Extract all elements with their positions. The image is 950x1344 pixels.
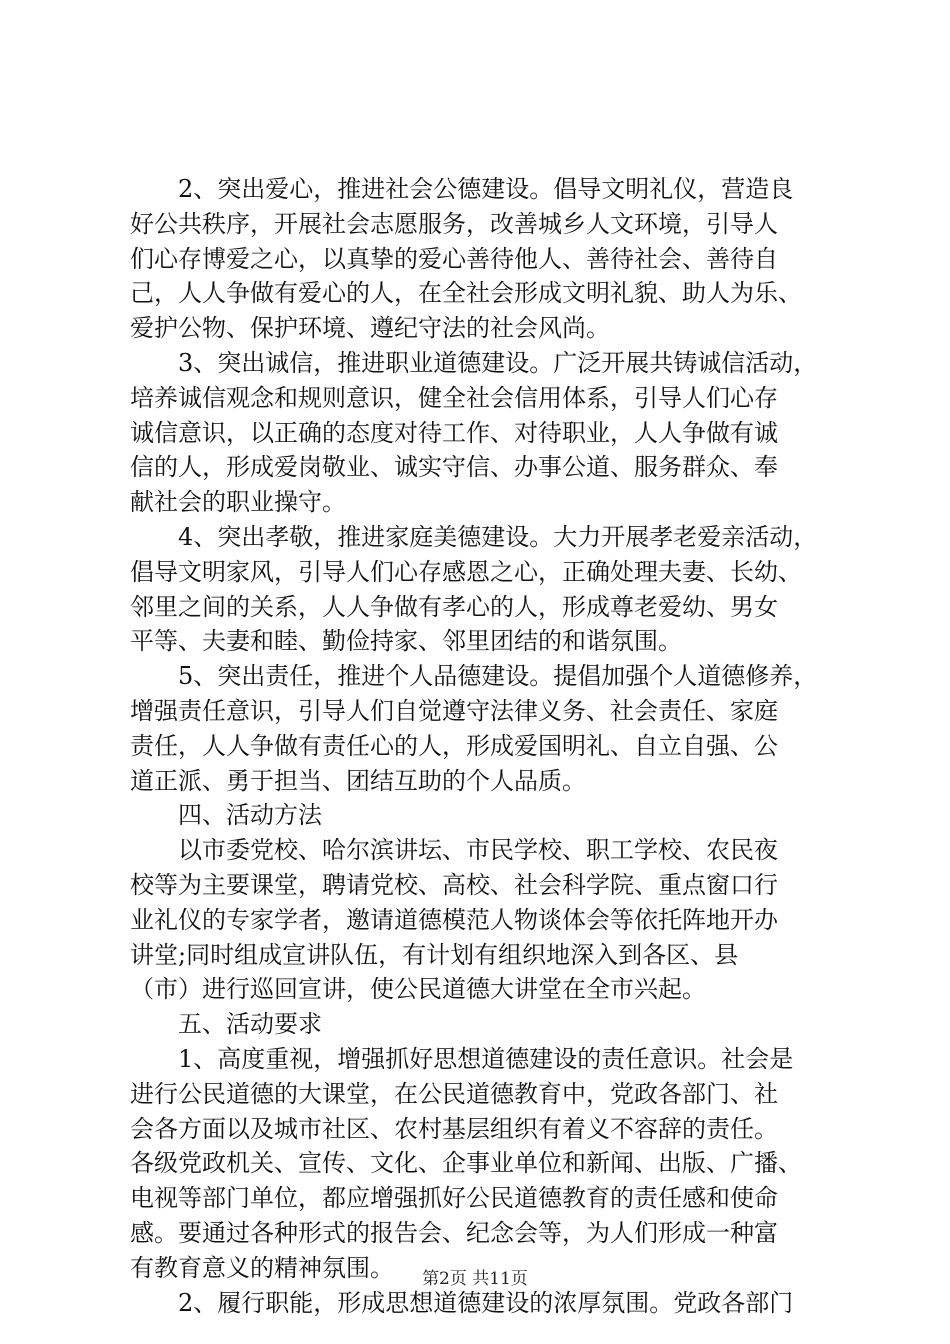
text-line: 五、活动要求 — [130, 1010, 322, 1039]
text-line: 各级党政机关、宣传、文化、企事业单位和新闻、出版、广播、 — [130, 1149, 802, 1178]
text-line: 1、高度重视，增强抓好思想道德建设的责任意识。社会是 — [130, 1044, 794, 1073]
text-line: 讲堂;同时组成宣讲队伍，有计划有组织地深入到各区、县 — [130, 940, 739, 969]
text-line: 责任，人人争做有责任心的人，形成爱国明礼、自立自强、公 — [130, 731, 778, 760]
text-line: 业礼仪的专家学者，邀请道德模范人物谈体会等依托阵地开办 — [130, 905, 778, 934]
text-line: 增强责任意识，引导人们自觉遵守法律义务、社会责任、家庭 — [130, 696, 778, 725]
text-line: （市）进行巡回宣讲，使公民道德大讲堂在全市兴起。 — [130, 975, 706, 1004]
text-line: 进行公民道德的大课堂，在公民道德教育中，党政各部门、社 — [130, 1079, 778, 1108]
text-line: 己，人人争做有爱心的人，在全社会形成文明礼貌、助人为乐、 — [130, 279, 802, 308]
text-line: 道正派、勇于担当、团结互助的个人品质。 — [130, 766, 586, 795]
text-line: 平等、夫妻和睦、勤俭持家、邻里团结的和谐氛围。 — [130, 627, 682, 656]
text-line: 们心存博爱之心，以真挚的爱心善待他人、善待社会、善待自 — [130, 244, 778, 273]
text-line: 感。要通过各种形式的报告会、纪念会等，为人们形成一种富 — [130, 1218, 778, 1247]
text-line: 2、履行职能，形成思想道德建设的浓厚氛围。党政各部门 — [130, 1288, 794, 1317]
text-line: 4、突出孝敬，推进家庭美德建设。大力开展孝老爱亲活动， — [130, 522, 818, 551]
text-line: 四、活动方法 — [130, 801, 322, 830]
text-line: 献社会的职业操守。 — [130, 488, 346, 517]
text-line: 邻里之间的关系，人人争做有孝心的人，形成尊老爱幼、男女 — [130, 592, 778, 621]
text-line: 有教育意义的精神氛围。 — [130, 1253, 394, 1282]
text-line: 以市委党校、哈尔滨讲坛、市民学校、职工学校、农民夜 — [130, 836, 778, 865]
text-line: 校等为主要课堂，聘请党校、高校、社会科学院、重点窗口行 — [130, 870, 778, 899]
text-line: 3、突出诚信，推进职业道德建设。广泛开展共铸诚信活动， — [130, 348, 818, 377]
text-line: 爱护公物、保护环境、遵纪守法的社会风尚。 — [130, 314, 610, 343]
text-line: 倡导文明家风，引导人们心存感恩之心，正确处理夫妻、长幼、 — [130, 557, 802, 586]
text-line: 好公共秩序，开展社会志愿服务，改善城乡人文环境，引导人 — [130, 209, 778, 238]
text-line: 诚信意识，以正确的态度对待工作、对待职业，人人争做有诚 — [130, 418, 778, 447]
document-body — [130, 172, 850, 1320]
page-number-footer: 第2页 共11页 — [422, 1269, 528, 1289]
text-line: 会各方面以及城市社区、农村基层组织有着义不容辞的责任。 — [130, 1114, 778, 1143]
text-line: 培养诚信观念和规则意识，健全社会信用体系，引导人们心存 — [130, 383, 778, 412]
text-line: 信的人，形成爱岗敬业、诚实守信、办事公道、服务群众、奉 — [130, 453, 778, 482]
text-line: 电视等部门单位，都应增强抓好公民道德教育的责任感和使命 — [130, 1184, 778, 1213]
text-line: 2、突出爱心，推进社会公德建设。倡导文明礼仪，营造良 — [130, 175, 794, 203]
text-line: 5、突出责任，推进个人品德建设。提倡加强个人道德修养， — [130, 662, 818, 691]
